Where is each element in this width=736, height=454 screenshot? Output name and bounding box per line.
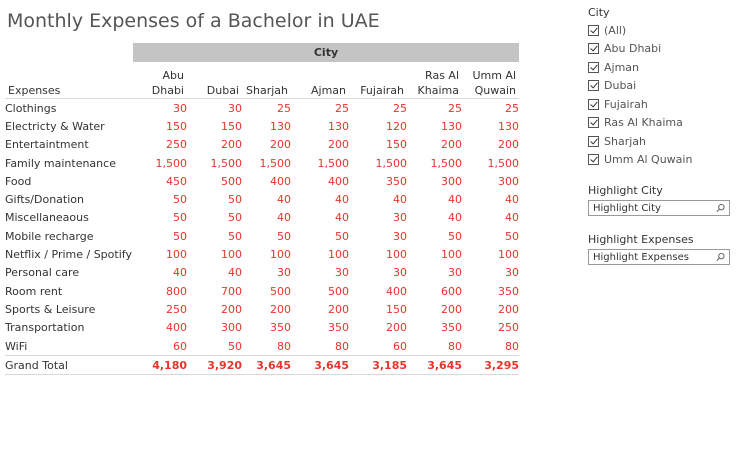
table-row[interactable] bbox=[5, 337, 519, 356]
expense-value[interactable]: 25 bbox=[448, 101, 462, 115]
expense-value[interactable]: 50 bbox=[228, 339, 242, 353]
expense-value[interactable]: 50 bbox=[228, 229, 242, 243]
expense-value[interactable]: 30 bbox=[173, 101, 187, 115]
expense-value[interactable]: 40 bbox=[448, 193, 462, 207]
checkbox-checked-icon[interactable] bbox=[588, 43, 599, 54]
expense-value[interactable]: 700 bbox=[221, 284, 242, 298]
expense-value[interactable]: 100 bbox=[328, 248, 349, 262]
expense-value[interactable]: 800 bbox=[166, 284, 187, 298]
city-filter-item[interactable] bbox=[588, 151, 692, 170]
expense-value[interactable]: 120 bbox=[386, 119, 407, 133]
checkbox-checked-icon[interactable] bbox=[588, 99, 599, 110]
expense-value[interactable]: 100 bbox=[498, 248, 519, 262]
city-filter-item[interactable] bbox=[588, 77, 692, 96]
expense-label[interactable]: WiFi bbox=[5, 339, 28, 353]
expense-value[interactable]: 1,500 bbox=[155, 156, 187, 170]
city-column-header-line1: Ras Al bbox=[425, 69, 459, 82]
expense-value[interactable]: 200 bbox=[441, 138, 462, 152]
city-filter-item[interactable] bbox=[588, 21, 692, 40]
city-column-header-line2: Sharjah bbox=[246, 84, 288, 97]
expense-label[interactable]: Transportation bbox=[5, 321, 85, 335]
expense-value[interactable]: 1,500 bbox=[259, 156, 291, 170]
expense-value[interactable]: 50 bbox=[505, 229, 519, 243]
city-column-header-line1 bbox=[242, 68, 288, 83]
table-row[interactable] bbox=[5, 172, 519, 190]
grand-total-value[interactable]: 3,645 bbox=[407, 356, 462, 375]
expense-value[interactable]: 200 bbox=[498, 302, 519, 316]
expenses-crosstab bbox=[5, 43, 519, 375]
expense-value[interactable]: 200 bbox=[441, 302, 462, 316]
expense-value[interactable]: 50 bbox=[448, 229, 462, 243]
highlight-city-placeholder: Highlight City bbox=[593, 202, 661, 214]
highlight-city-input[interactable] bbox=[588, 200, 730, 216]
expense-value[interactable]: 40 bbox=[277, 193, 291, 207]
highlight-expenses bbox=[588, 233, 730, 265]
expense-label[interactable]: Entertaintment bbox=[5, 138, 89, 152]
expense-value[interactable]: 40 bbox=[228, 266, 242, 280]
city-filter-label: Ras Al Khaima bbox=[604, 116, 683, 130]
table-row[interactable] bbox=[5, 154, 519, 172]
expense-value[interactable]: 40 bbox=[393, 193, 407, 207]
expense-value[interactable]: 150 bbox=[221, 119, 242, 133]
grand-total-value[interactable]: 4,180 bbox=[133, 356, 187, 375]
city-filter-label: Dubai bbox=[604, 79, 637, 93]
expense-value[interactable]: 450 bbox=[166, 174, 187, 188]
expense-label[interactable]: Clothings bbox=[5, 101, 57, 115]
grand-total-row[interactable] bbox=[5, 356, 519, 375]
city-column-header[interactable] bbox=[242, 62, 291, 99]
city-column-header-line2: Fujairah bbox=[360, 84, 404, 97]
expense-value[interactable]: 40 bbox=[448, 211, 462, 225]
expense-value[interactable]: 40 bbox=[335, 211, 349, 225]
expense-value[interactable]: 350 bbox=[386, 174, 407, 188]
expense-value[interactable]: 80 bbox=[448, 339, 462, 353]
expense-value[interactable]: 30 bbox=[335, 266, 349, 280]
expense-value[interactable]: 50 bbox=[228, 193, 242, 207]
expense-value[interactable]: 600 bbox=[441, 284, 462, 298]
expense-label[interactable]: Gifts/Donation bbox=[5, 193, 84, 207]
expense-value[interactable]: 30 bbox=[393, 211, 407, 225]
expense-value[interactable]: 25 bbox=[505, 101, 519, 115]
grand-total-value[interactable]: 3,295 bbox=[462, 356, 519, 375]
expense-value[interactable]: 350 bbox=[270, 321, 291, 335]
highlight-city-title: Highlight City bbox=[588, 184, 663, 197]
expense-value[interactable]: 100 bbox=[270, 248, 291, 262]
city-column-header-line1: Umm Al bbox=[472, 69, 516, 82]
city-filter-label: (All) bbox=[604, 23, 627, 37]
city-column-header-line2: Dubai bbox=[206, 84, 239, 97]
expense-value[interactable]: 200 bbox=[221, 138, 242, 152]
expense-value[interactable]: 300 bbox=[498, 174, 519, 188]
expense-value[interactable]: 500 bbox=[221, 174, 242, 188]
expense-value[interactable]: 1,500 bbox=[487, 156, 519, 170]
expense-label[interactable]: Family maintenance bbox=[5, 156, 116, 170]
table-row[interactable] bbox=[5, 209, 519, 227]
search-icon[interactable] bbox=[716, 252, 725, 262]
city-column-header[interactable] bbox=[462, 62, 519, 99]
expense-value[interactable]: 130 bbox=[328, 119, 349, 133]
expense-value[interactable]: 130 bbox=[270, 119, 291, 133]
city-column-header[interactable] bbox=[187, 62, 242, 99]
expense-value[interactable]: 50 bbox=[173, 211, 187, 225]
city-filter-title: City bbox=[588, 6, 610, 19]
expense-value[interactable]: 80 bbox=[505, 339, 519, 353]
city-filter-label: Umm Al Quwain bbox=[604, 153, 693, 167]
city-column-header-line2: Ajman bbox=[310, 84, 346, 97]
grand-total-value[interactable]: 3,920 bbox=[187, 356, 242, 375]
expense-value[interactable]: 25 bbox=[393, 101, 407, 115]
expense-value[interactable]: 30 bbox=[228, 101, 242, 115]
expense-value[interactable]: 200 bbox=[270, 138, 291, 152]
table-row[interactable] bbox=[5, 264, 519, 282]
highlight-city bbox=[588, 184, 730, 216]
city-column-header-line1 bbox=[349, 68, 404, 83]
table-row[interactable] bbox=[5, 245, 519, 263]
expense-value[interactable]: 250 bbox=[166, 138, 187, 152]
grand-total-value[interactable]: 3,645 bbox=[291, 356, 349, 375]
city-filter-label: Abu Dhabi bbox=[604, 42, 662, 56]
expense-value[interactable]: 500 bbox=[328, 284, 349, 298]
table-row[interactable] bbox=[5, 319, 519, 337]
expense-value[interactable]: 40 bbox=[173, 266, 187, 280]
city-filter-item[interactable] bbox=[588, 95, 692, 114]
table-row[interactable] bbox=[5, 282, 519, 300]
expense-value[interactable]: 130 bbox=[498, 119, 519, 133]
expense-value[interactable]: 40 bbox=[277, 211, 291, 225]
expense-label[interactable]: Room rent bbox=[5, 284, 63, 298]
expense-value[interactable]: 300 bbox=[441, 174, 462, 188]
expenses-column-header[interactable]: Expenses bbox=[5, 62, 133, 99]
expense-value[interactable]: 400 bbox=[386, 284, 407, 298]
expense-value[interactable]: 400 bbox=[270, 174, 291, 188]
city-filter-item[interactable] bbox=[588, 40, 692, 59]
expense-value[interactable]: 80 bbox=[277, 339, 291, 353]
expense-value[interactable]: 30 bbox=[505, 266, 519, 280]
highlight-expenses-title: Highlight Expenses bbox=[588, 233, 694, 246]
table-row[interactable] bbox=[5, 190, 519, 208]
expense-value[interactable]: 50 bbox=[228, 211, 242, 225]
expense-value[interactable]: 350 bbox=[328, 321, 349, 335]
table-row[interactable] bbox=[5, 117, 519, 135]
expense-value[interactable]: 25 bbox=[335, 101, 349, 115]
expense-label[interactable]: Sports & Leisure bbox=[5, 302, 96, 316]
table-row[interactable] bbox=[5, 136, 519, 154]
expense-value[interactable]: 60 bbox=[173, 339, 187, 353]
expense-value[interactable]: 1,500 bbox=[317, 156, 349, 170]
expense-value[interactable]: 300 bbox=[221, 321, 242, 335]
city-column-header[interactable] bbox=[291, 62, 349, 99]
expense-value[interactable]: 400 bbox=[166, 321, 187, 335]
expense-value[interactable]: 500 bbox=[270, 284, 291, 298]
expense-value[interactable]: 30 bbox=[393, 266, 407, 280]
expense-value[interactable]: 25 bbox=[277, 101, 291, 115]
expense-value[interactable]: 30 bbox=[393, 229, 407, 243]
expense-label[interactable]: Mobile recharge bbox=[5, 229, 94, 243]
checkbox-checked-icon[interactable] bbox=[588, 136, 599, 147]
grand-total-value[interactable]: 3,645 bbox=[242, 356, 291, 375]
city-filter-item[interactable] bbox=[588, 114, 692, 133]
expense-value[interactable]: 130 bbox=[441, 119, 462, 133]
checkbox-checked-icon[interactable] bbox=[588, 80, 599, 91]
highlight-expenses-placeholder: Highlight Expenses bbox=[593, 251, 689, 263]
grand-total-label[interactable]: Grand Total bbox=[5, 356, 133, 375]
expense-label[interactable]: Netflix / Prime / Spotify bbox=[5, 248, 132, 262]
expense-value[interactable]: 200 bbox=[498, 138, 519, 152]
expense-value[interactable]: 1,500 bbox=[210, 156, 242, 170]
expense-value[interactable]: 40 bbox=[505, 211, 519, 225]
table-row[interactable] bbox=[5, 99, 519, 118]
expense-value[interactable]: 200 bbox=[221, 302, 242, 316]
expense-value[interactable]: 30 bbox=[277, 266, 291, 280]
expense-value[interactable]: 50 bbox=[277, 229, 291, 243]
expense-value[interactable]: 40 bbox=[335, 193, 349, 207]
city-filter-item[interactable] bbox=[588, 132, 692, 151]
expense-label[interactable]: Miscellaneaous bbox=[5, 211, 89, 225]
checkbox-checked-icon[interactable] bbox=[588, 154, 599, 165]
expense-value[interactable]: 100 bbox=[441, 248, 462, 262]
expense-value[interactable]: 1,500 bbox=[430, 156, 462, 170]
highlight-expenses-input[interactable] bbox=[588, 249, 730, 265]
city-filter-label: Fujairah bbox=[604, 97, 648, 111]
expense-value[interactable]: 100 bbox=[221, 248, 242, 262]
city-filter-item[interactable] bbox=[588, 58, 692, 77]
expense-value[interactable]: 200 bbox=[386, 321, 407, 335]
table-row[interactable] bbox=[5, 227, 519, 245]
checkbox-checked-icon[interactable] bbox=[588, 117, 599, 128]
city-column-header[interactable] bbox=[407, 62, 462, 99]
expense-value[interactable]: 150 bbox=[166, 119, 187, 133]
expense-value[interactable]: 40 bbox=[505, 193, 519, 207]
expense-value[interactable]: 150 bbox=[386, 138, 407, 152]
expense-value[interactable]: 100 bbox=[386, 248, 407, 262]
expense-value[interactable]: 350 bbox=[498, 284, 519, 298]
page-title: Monthly Expenses of a Bachelor in UAE bbox=[7, 10, 380, 32]
expense-value[interactable]: 30 bbox=[448, 266, 462, 280]
city-column-header[interactable] bbox=[133, 62, 187, 99]
expense-label[interactable]: Personal care bbox=[5, 266, 80, 280]
expense-value[interactable]: 1,500 bbox=[375, 156, 407, 170]
expense-value[interactable]: 200 bbox=[328, 138, 349, 152]
expense-value[interactable]: 250 bbox=[166, 302, 187, 316]
city-column-header-line2: Dhabi bbox=[151, 84, 184, 97]
expense-value[interactable]: 150 bbox=[386, 302, 407, 316]
expense-value[interactable]: 100 bbox=[166, 248, 187, 262]
expense-value[interactable]: 50 bbox=[173, 193, 187, 207]
expense-value[interactable]: 80 bbox=[335, 339, 349, 353]
city-column-header-line1: Abu bbox=[162, 69, 184, 82]
city-filter-label: Sharjah bbox=[604, 134, 646, 148]
city-column-header[interactable] bbox=[349, 62, 407, 99]
city-group-header[interactable]: City bbox=[133, 43, 519, 62]
expense-label[interactable]: Food bbox=[5, 174, 32, 188]
city-column-header-line1 bbox=[291, 68, 346, 83]
table-row[interactable] bbox=[5, 300, 519, 318]
expense-value[interactable]: 200 bbox=[270, 302, 291, 316]
city-column-header-line2: Khaima bbox=[417, 84, 459, 97]
expense-value[interactable]: 200 bbox=[328, 302, 349, 316]
expense-label[interactable]: Electricty & Water bbox=[5, 119, 105, 133]
checkbox-checked-icon[interactable] bbox=[588, 25, 599, 36]
expense-value[interactable]: 60 bbox=[393, 339, 407, 353]
expense-value[interactable]: 350 bbox=[441, 321, 462, 335]
header-spacer bbox=[5, 43, 133, 62]
expense-value[interactable]: 400 bbox=[328, 174, 349, 188]
expense-value[interactable]: 50 bbox=[335, 229, 349, 243]
expense-value[interactable]: 250 bbox=[498, 321, 519, 335]
city-column-header-line2: Quwain bbox=[474, 84, 516, 97]
city-filter bbox=[588, 6, 692, 169]
city-filter-label: Ajman bbox=[604, 60, 640, 74]
city-column-header-line1 bbox=[187, 68, 239, 83]
search-icon[interactable] bbox=[716, 203, 725, 213]
grand-total-value[interactable]: 3,185 bbox=[349, 356, 407, 375]
expense-value[interactable]: 50 bbox=[173, 229, 187, 243]
checkbox-checked-icon[interactable] bbox=[588, 62, 599, 73]
